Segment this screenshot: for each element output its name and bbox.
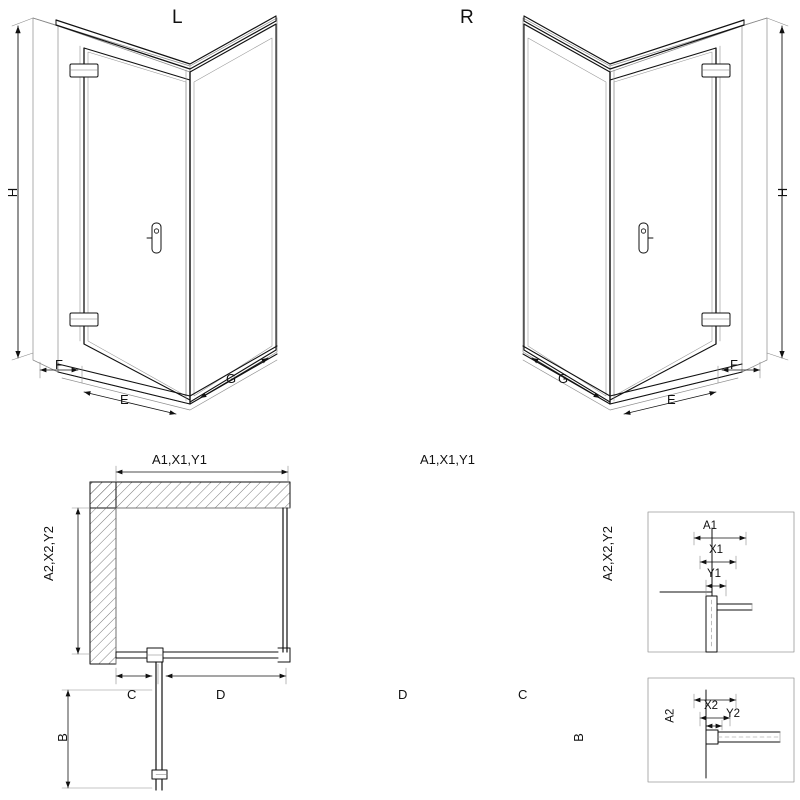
- iso-right-geometry: [523, 16, 791, 414]
- dim-label-d-right: D: [398, 687, 408, 702]
- dim-label-e-right: E: [667, 392, 676, 407]
- view-title-left: L: [172, 7, 183, 28]
- plan-left-geometry: [62, 466, 290, 790]
- dim-label-b-left: B: [54, 733, 70, 742]
- dim-label-b-right: B: [570, 733, 586, 742]
- detail-dim-label-y2: Y2: [726, 708, 741, 720]
- dim-label-f-left: F: [55, 357, 63, 372]
- dim-label-a2x2y2-left: A2,X2,Y2: [40, 526, 56, 581]
- dim-label-a1x1y1-right: A1,X1,Y1: [420, 452, 475, 467]
- detail-dim-label-x1: X1: [709, 544, 724, 556]
- dim-label-g-left: G: [226, 371, 237, 386]
- detail-dim-label-a2: A2: [664, 708, 677, 723]
- dim-label-d-left: D: [216, 687, 226, 702]
- dim-label-h-right: H: [775, 187, 791, 198]
- dim-label-g-right: G: [558, 371, 569, 386]
- dim-label-a1x1y1-left: A1,X1,Y1: [152, 452, 207, 467]
- detail-upper-geometry: [648, 512, 794, 652]
- detail-dim-label-y1: Y1: [707, 568, 722, 580]
- dim-label-f-right: F: [730, 357, 738, 372]
- detail-dim-label-x2: X2: [704, 700, 719, 712]
- dim-label-c-left: C: [127, 687, 137, 702]
- dim-label-h-left: H: [5, 187, 21, 198]
- view-title-right: R: [460, 7, 474, 28]
- dim-label-a2x2y2-right: A2,X2,Y2: [599, 526, 615, 581]
- detail-lower-geometry: [648, 678, 794, 782]
- iso-left-geometry: [12, 16, 277, 414]
- dim-label-c-right: C: [518, 687, 528, 702]
- dim-label-e-left: E: [120, 392, 129, 407]
- detail-dim-label-a1: A1: [703, 520, 718, 532]
